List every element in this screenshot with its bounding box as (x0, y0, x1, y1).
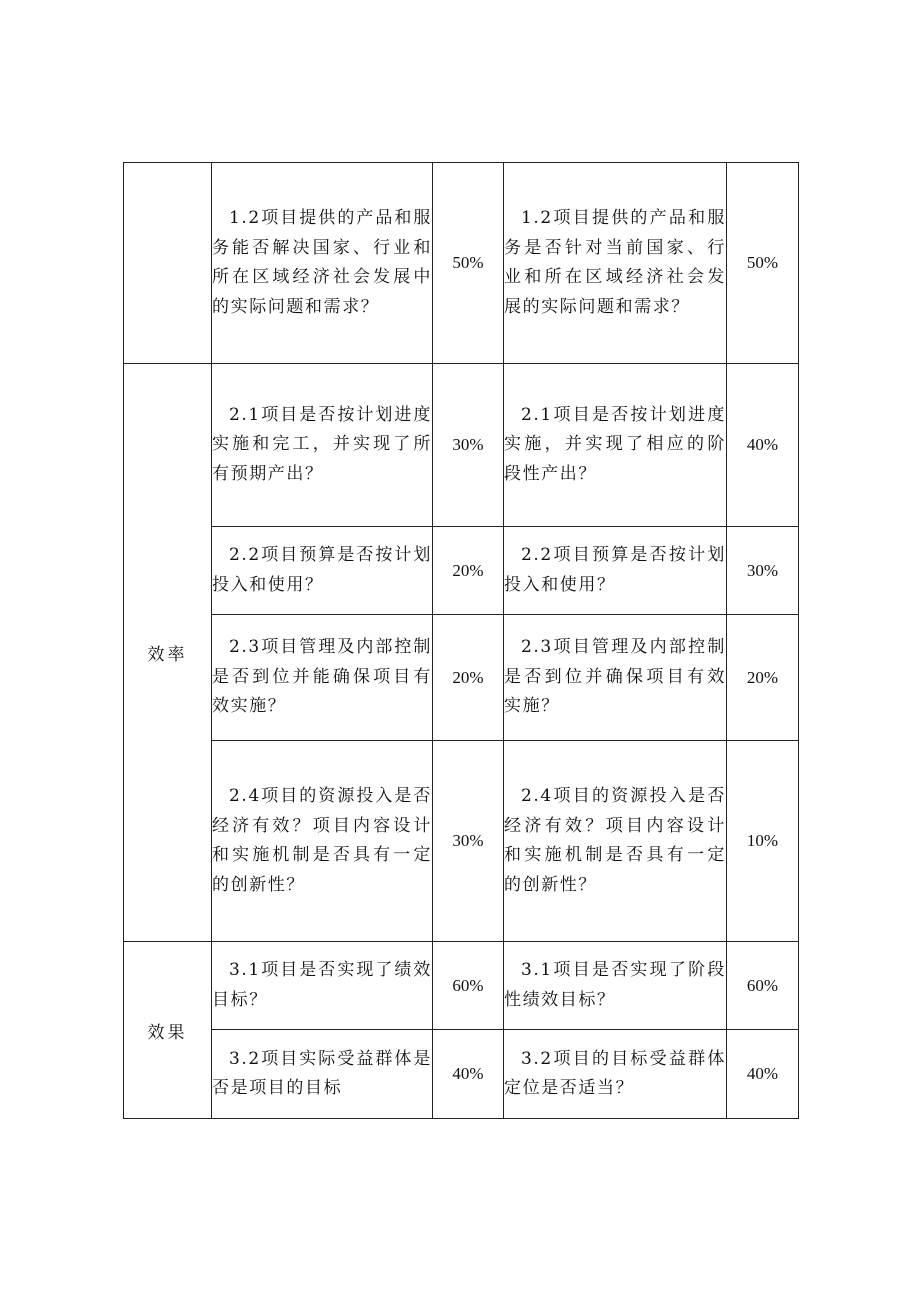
weight-cell: 60% (727, 942, 799, 1030)
weight-cell: 30% (433, 741, 504, 942)
question-text: 3.2项目的目标受益群体定位是否适当？ (504, 1048, 726, 1098)
question-text: 2.2项目预算是否按计划投入和使用？ (504, 545, 726, 595)
weight-cell: 40% (433, 1030, 504, 1119)
weight-cell: 40% (727, 1030, 799, 1119)
question-cell (504, 527, 727, 615)
question-text: 1.2项目提供的产品和服务能否解决国家、行业和所在区域经济社会发展中的实际问题和需求？ (212, 208, 432, 317)
question-cell (504, 1030, 727, 1119)
weight-cell: 60% (433, 942, 504, 1030)
question-text: 3.2项目实际受益群体是否是项目的目标 (212, 1048, 432, 1098)
table-row (124, 1030, 799, 1119)
dimension-cell (124, 163, 212, 364)
dimension-cell: 效果 (124, 942, 212, 1119)
table-row (124, 942, 799, 1030)
weight-cell: 20% (433, 527, 504, 615)
weight-cell: 30% (727, 527, 799, 615)
question-text: 3.1项目是否实现了阶段性绩效目标？ (504, 960, 726, 1010)
question-text: 2.3项目管理及内部控制是否到位并确保项目有效实施？ (504, 637, 726, 717)
weight-cell: 20% (433, 615, 504, 741)
table-row (124, 527, 799, 615)
question-text: 2.4项目的资源投入是否经济有效？项目内容设计和实施机制是否具有一定的创新性？ (504, 786, 726, 895)
question-cell (212, 1030, 433, 1119)
question-cell (504, 741, 727, 942)
weight-cell: 30% (433, 364, 504, 527)
weight-cell: 40% (727, 364, 799, 527)
weight-cell: 20% (727, 615, 799, 741)
question-text: 3.1项目是否实现了绩效目标？ (212, 960, 432, 1010)
weight-cell: 50% (433, 163, 504, 364)
question-cell (504, 163, 727, 364)
evaluation-table (123, 162, 799, 1119)
question-cell (504, 364, 727, 527)
weight-cell: 50% (727, 163, 799, 364)
question-text: 2.2项目预算是否按计划投入和使用？ (212, 545, 432, 595)
question-cell (504, 942, 727, 1030)
question-cell (212, 364, 433, 527)
question-cell (212, 615, 433, 741)
question-text: 2.1项目是否按计划进度实施，并实现了相应的阶段性产出？ (504, 404, 726, 484)
dimension-cell: 效率 (124, 364, 212, 942)
question-cell (212, 163, 433, 364)
question-text: 2.3项目管理及内部控制是否到位并能确保项目有效实施？ (212, 637, 432, 717)
question-text: 1.2项目提供的产品和服务是否针对当前国家、行业和所在区域经济社会发展的实际问题和需求？ (504, 208, 726, 317)
table-row (124, 615, 799, 741)
table-row (124, 741, 799, 942)
question-cell (212, 527, 433, 615)
weight-cell: 10% (727, 741, 799, 942)
question-cell (212, 741, 433, 942)
table-row (124, 364, 799, 527)
question-text: 2.4项目的资源投入是否经济有效？项目内容设计和实施机制是否具有一定的创新性？ (212, 786, 432, 895)
question-cell (212, 942, 433, 1030)
question-cell (504, 615, 727, 741)
question-text: 2.1项目是否按计划进度实施和完工，并实现了所有预期产出？ (212, 404, 432, 484)
table-row (124, 163, 799, 364)
